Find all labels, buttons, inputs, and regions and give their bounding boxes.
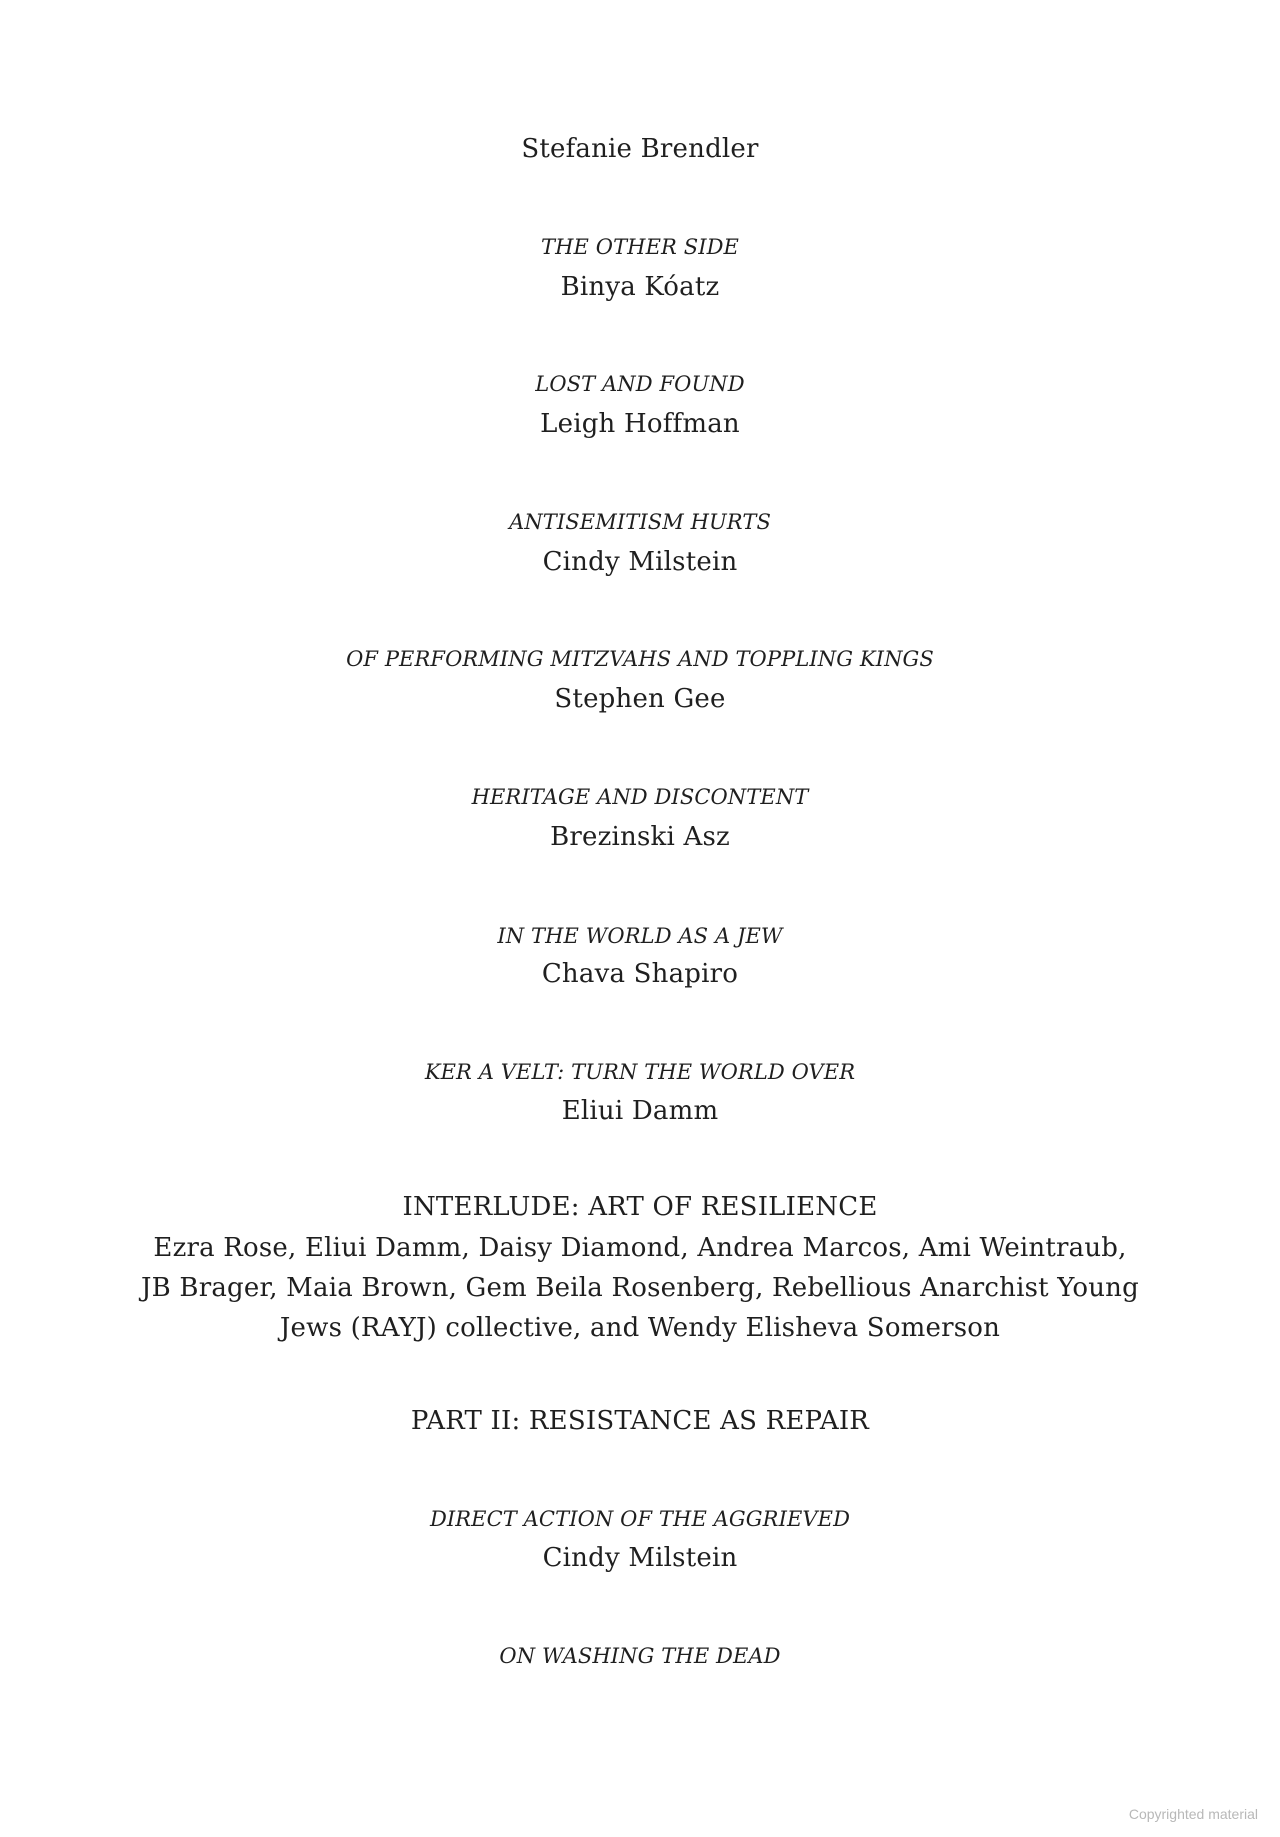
entry-title: HERITAGE AND DISCONTENT xyxy=(471,785,809,809)
entry-author: Brezinski Asz xyxy=(550,822,730,852)
entry-author: Stephen Gee xyxy=(554,684,726,714)
entry-title: OF PERFORMING MITZVAHS AND TOPPLING KINGS xyxy=(346,647,934,671)
copyright-watermark: Copyrighted material xyxy=(1128,1806,1258,1822)
entry-author: Eliui Damm xyxy=(561,1096,719,1126)
entry-author: Chava Shapiro xyxy=(541,959,739,989)
entry-title: LOST AND FOUND xyxy=(535,372,745,396)
entry-author: Cindy Milstein xyxy=(542,547,738,577)
entry-author: Cindy Milstein xyxy=(542,1543,738,1573)
entry-title: ON WASHING THE DEAD xyxy=(499,1644,781,1668)
entry-title: KER A VELT: TURN THE WORLD OVER xyxy=(424,1060,856,1084)
interlude-heading: INTERLUDE: ART OF RESILIENCE xyxy=(402,1192,878,1222)
entry-title: ANTISEMITISM HURTS xyxy=(509,510,771,534)
entry-title: DIRECT ACTION OF THE AGGRIEVED xyxy=(429,1507,851,1531)
entry-author: Stefanie Brendler xyxy=(521,134,759,164)
part-heading: PART II: RESISTANCE AS REPAIR xyxy=(410,1406,870,1436)
entry-author: Leigh Hoffman xyxy=(540,409,740,439)
entry-title: IN THE WORLD AS A JEW xyxy=(497,924,783,948)
entry-author: Binya Kóatz xyxy=(560,272,720,302)
interlude-contributors: Ezra Rose, Eliui Damm, Daisy Diamond, Andrea Marcos, Ami Weintraub, JB Brager, Maia Brown, Gem Beila Rosenberg, Rebellious Anarchist Young Jews (RAYJ) collective, and Wendy Elisheva Somerson xyxy=(141,1233,1139,1343)
entry-title: THE OTHER SIDE xyxy=(541,235,739,259)
